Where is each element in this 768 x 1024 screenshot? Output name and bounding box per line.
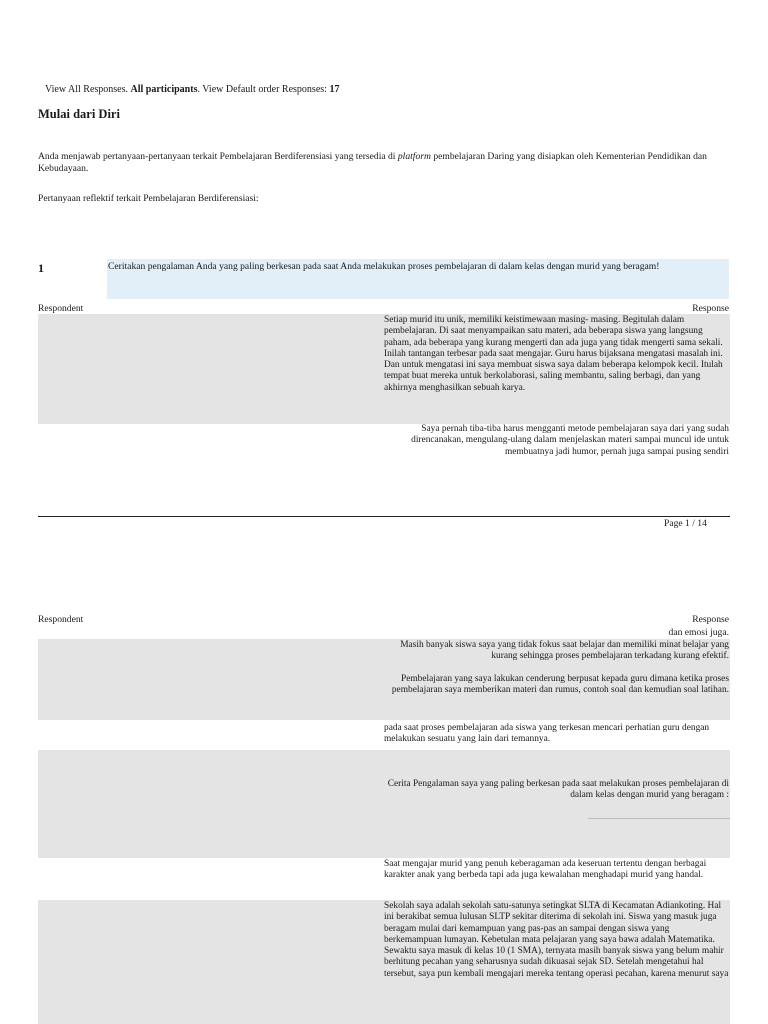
- response-paragraph: Pembelajaran yang saya lakukan cenderung berpusat kepada guru dimana ketika proses pembelajaran saya memberikan materi dan rumus, contoh soal dan kemudian soal latihan.: [391, 673, 729, 695]
- page-number: Page 1 / 14: [664, 518, 707, 529]
- response-text: Saat mengajar murid yang penuh keberagaman ada keseruan tertentu dengan berbagai karakter anak yang berbeda tapi ada juga kewalahan menghadapi murid yang handal.: [384, 859, 707, 881]
- view-all-responses-link[interactable]: View All Responses.: [45, 84, 129, 95]
- section-title: Mulai dari Diri: [38, 107, 120, 121]
- table-row: [38, 639, 730, 720]
- respondent-column-header: Respondent: [38, 614, 84, 625]
- separator-line: [588, 818, 730, 819]
- table-row: [38, 750, 730, 858]
- response-paragraph: Masih banyak siswa saya yang tidak fokus saat belajar dan memiliki minat belajar yang kurang sehingga proses pembelajaran terkadang kurang efektif.: [400, 640, 729, 662]
- intro-italic: platform: [397, 151, 431, 162]
- intro-paragraph: [38, 151, 730, 174]
- table-row: [38, 720, 730, 750]
- response-text: Cerita Pengalaman saya yang paling berkesan pada saat melakukan proses pembelajaran di dalam kelas dengan murid yang beragam :: [387, 779, 729, 801]
- table-row: [38, 314, 730, 424]
- view-default-order-link[interactable]: . View Default order Responses:: [197, 84, 327, 95]
- response-continued-text: dan emosi juga.: [668, 627, 729, 638]
- response-column-header: Response: [692, 614, 729, 625]
- table-row: [38, 900, 730, 1024]
- response-text: pada saat proses pembelajaran ada siswa yang terkesan mencari perhatian guru dengan melakukan sesuatu yang lain dari temannya.: [384, 723, 710, 745]
- intro-text-2: pembelajaran Daring yang disiapkan oleh Kementerian Pendidikan dan Kebudayaan.: [38, 151, 707, 174]
- question-box: [107, 259, 729, 299]
- table-row: [38, 858, 730, 900]
- question-number: 1: [38, 261, 44, 275]
- responses-summary: [45, 84, 339, 95]
- responses-count: 17: [329, 84, 340, 95]
- response-column-header: Response: [692, 303, 729, 314]
- response-text: Sekolah saya adalah sekolah satu-satunya setingkat SLTA di Kecamatan Adiankoting. Hal ini berakibat semua lulusan SLTP sekitar diterima di sekolah ini. Siswa yang masuk juga beragam mulai dari kemampuan yang pas-pas an sampai dengan siswa yang berkemampuan lumayan. Kebetulan mata pelajaran yang saya bawa adalah Matematika. Sewaktu saya masuk di kelas 10 (1 SMA), ternyata masih banyak siswa yang belum mahir berhitung pecahan yang seharusnya sudah dikuasai sejak SD. Setelah mengetahui hal tersebut, saya pun kembali mengajari mereka tentang operasi pecahan, karena menurut saya: [384, 901, 729, 979]
- response-text: [384, 640, 729, 696]
- participants-filter[interactable]: All participants: [130, 84, 198, 95]
- page-divider: [38, 516, 730, 517]
- response-text: Setiap murid itu unik, memiliki keistimewaan masing- masing. Begitulah dalam pembelajaran. Di saat menyampaikan satu materi, ada beberapa siswa yang langsung paham, ada beberapa yang kurang mengerti dan ada juga yang tidak mengerti sama sekali. Inilah tantangan terbesar pada saat mengajar. Guru harus bijaksana mengatasi masalah ini. Dan untuk mengatasi ini saya membuat siswa saya dalam beberapa kelompok kecil. Itulah tempat buat mereka untuk berkolaborasi, saling membantu, saling berbagi, dan yang akhirnya menghasilkan sebuah karya.: [384, 315, 723, 393]
- respondent-column-header: Respondent: [38, 303, 84, 314]
- table-row: [38, 424, 730, 474]
- reflective-heading: Pertanyaan reflektif terkait Pembelajaran Berdiferensiasi:: [38, 193, 259, 204]
- intro-text-1: Anda menjawab pertanyaan-pertanyaan terkait Pembelajaran Berdiferensiasi yang tersedia di: [38, 151, 398, 162]
- response-text: Saya pernah tiba-tiba harus mengganti metode pembelajaran saya dari yang sudah direncanakan, mengulang-ulang dalam menjelaskan materi sampai muncul ide untuk membuatnya jadi humor, pernah juga sampai pusing sendiri: [411, 424, 729, 457]
- question-text: Ceritakan pengalaman Anda yang paling berkesan pada saat Anda melakukan proses pembelajaran di dalam kelas dengan murid yang beragam!: [108, 261, 660, 272]
